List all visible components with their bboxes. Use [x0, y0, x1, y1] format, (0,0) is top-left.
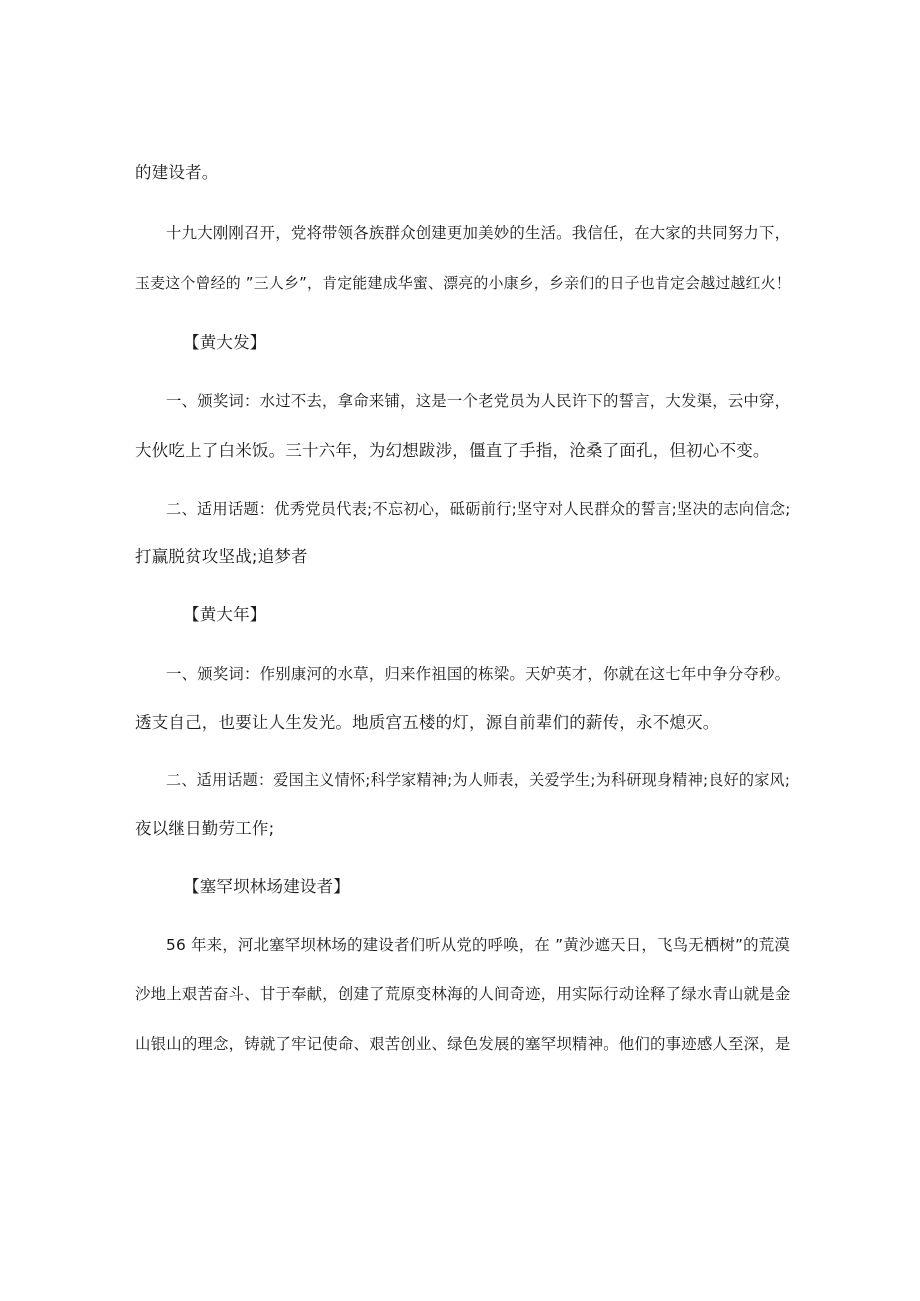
section-heading: 【黄大发】: [183, 333, 267, 352]
text-line: 的建设者。: [135, 163, 219, 182]
text-line: 十九大刚刚召开，党将带领各族群众创建更加美妙的生活。我信任，在大家的共同努力下，: [166, 224, 791, 242]
text-line: 56 年来，河北塞罕坝林场的建设者们听从党的呼唤，在 ”黄沙遮天日，飞鸟无栖树”的荒漠: [166, 936, 790, 954]
section-heading: 【黄大年】: [183, 605, 267, 624]
text-line: 打赢脱贫攻坚战;追梦者: [135, 547, 308, 566]
text-line: 山银山的理念，铸就了牢记使命、艰苦创业、绿色发展的塞罕坝精神。他们的事迹感人至深，是: [135, 1035, 791, 1053]
section-heading: 【塞罕坝林场建设者】: [183, 877, 350, 896]
text-line: 二、适用话题：爱国主义情怀;科学家精神;为人师表，关爱学生;为科研现身精神;良好的家风;: [166, 771, 791, 789]
text-line: 沙地上艰苦奋斗、甘于奉献，创建了荒原变林海的人间奇迹，用实际行动诠释了绿水青山就是金: [135, 985, 791, 1003]
text-line: 夜以继日勤劳工作;: [135, 819, 275, 838]
text-line: 二、适用话题：优秀党员代表;不忘初心，砥砺前行;坚守对人民群众的誓言;坚决的志向信念;: [166, 500, 791, 518]
text-line: 透支自己，也要让人生发光。地质宫五楼的灯，源自前辈们的薪传，永不熄灭。: [135, 713, 720, 732]
text-line: 一、颁奖词：水过不去，拿命来铺，这是一个老党员为人民许下的誓言，大发渠，云中穿，: [166, 392, 791, 410]
text-line: 玉麦这个曾经的 ”三人乡”，肯定能建成华蜜、漂亮的小康乡，乡亲们的日子也肯定会越过越红火！: [135, 274, 791, 292]
text-line: 大伙吃上了白米饭。三十六年，为幻想跋涉，僵直了手指，沧桑了面孔，但初心不变。: [135, 441, 770, 460]
text-line: 一、颁奖词：作别康河的水草，归来作祖国的栋梁。天妒英才，你就在这七年中争分夺秒。: [166, 665, 791, 683]
